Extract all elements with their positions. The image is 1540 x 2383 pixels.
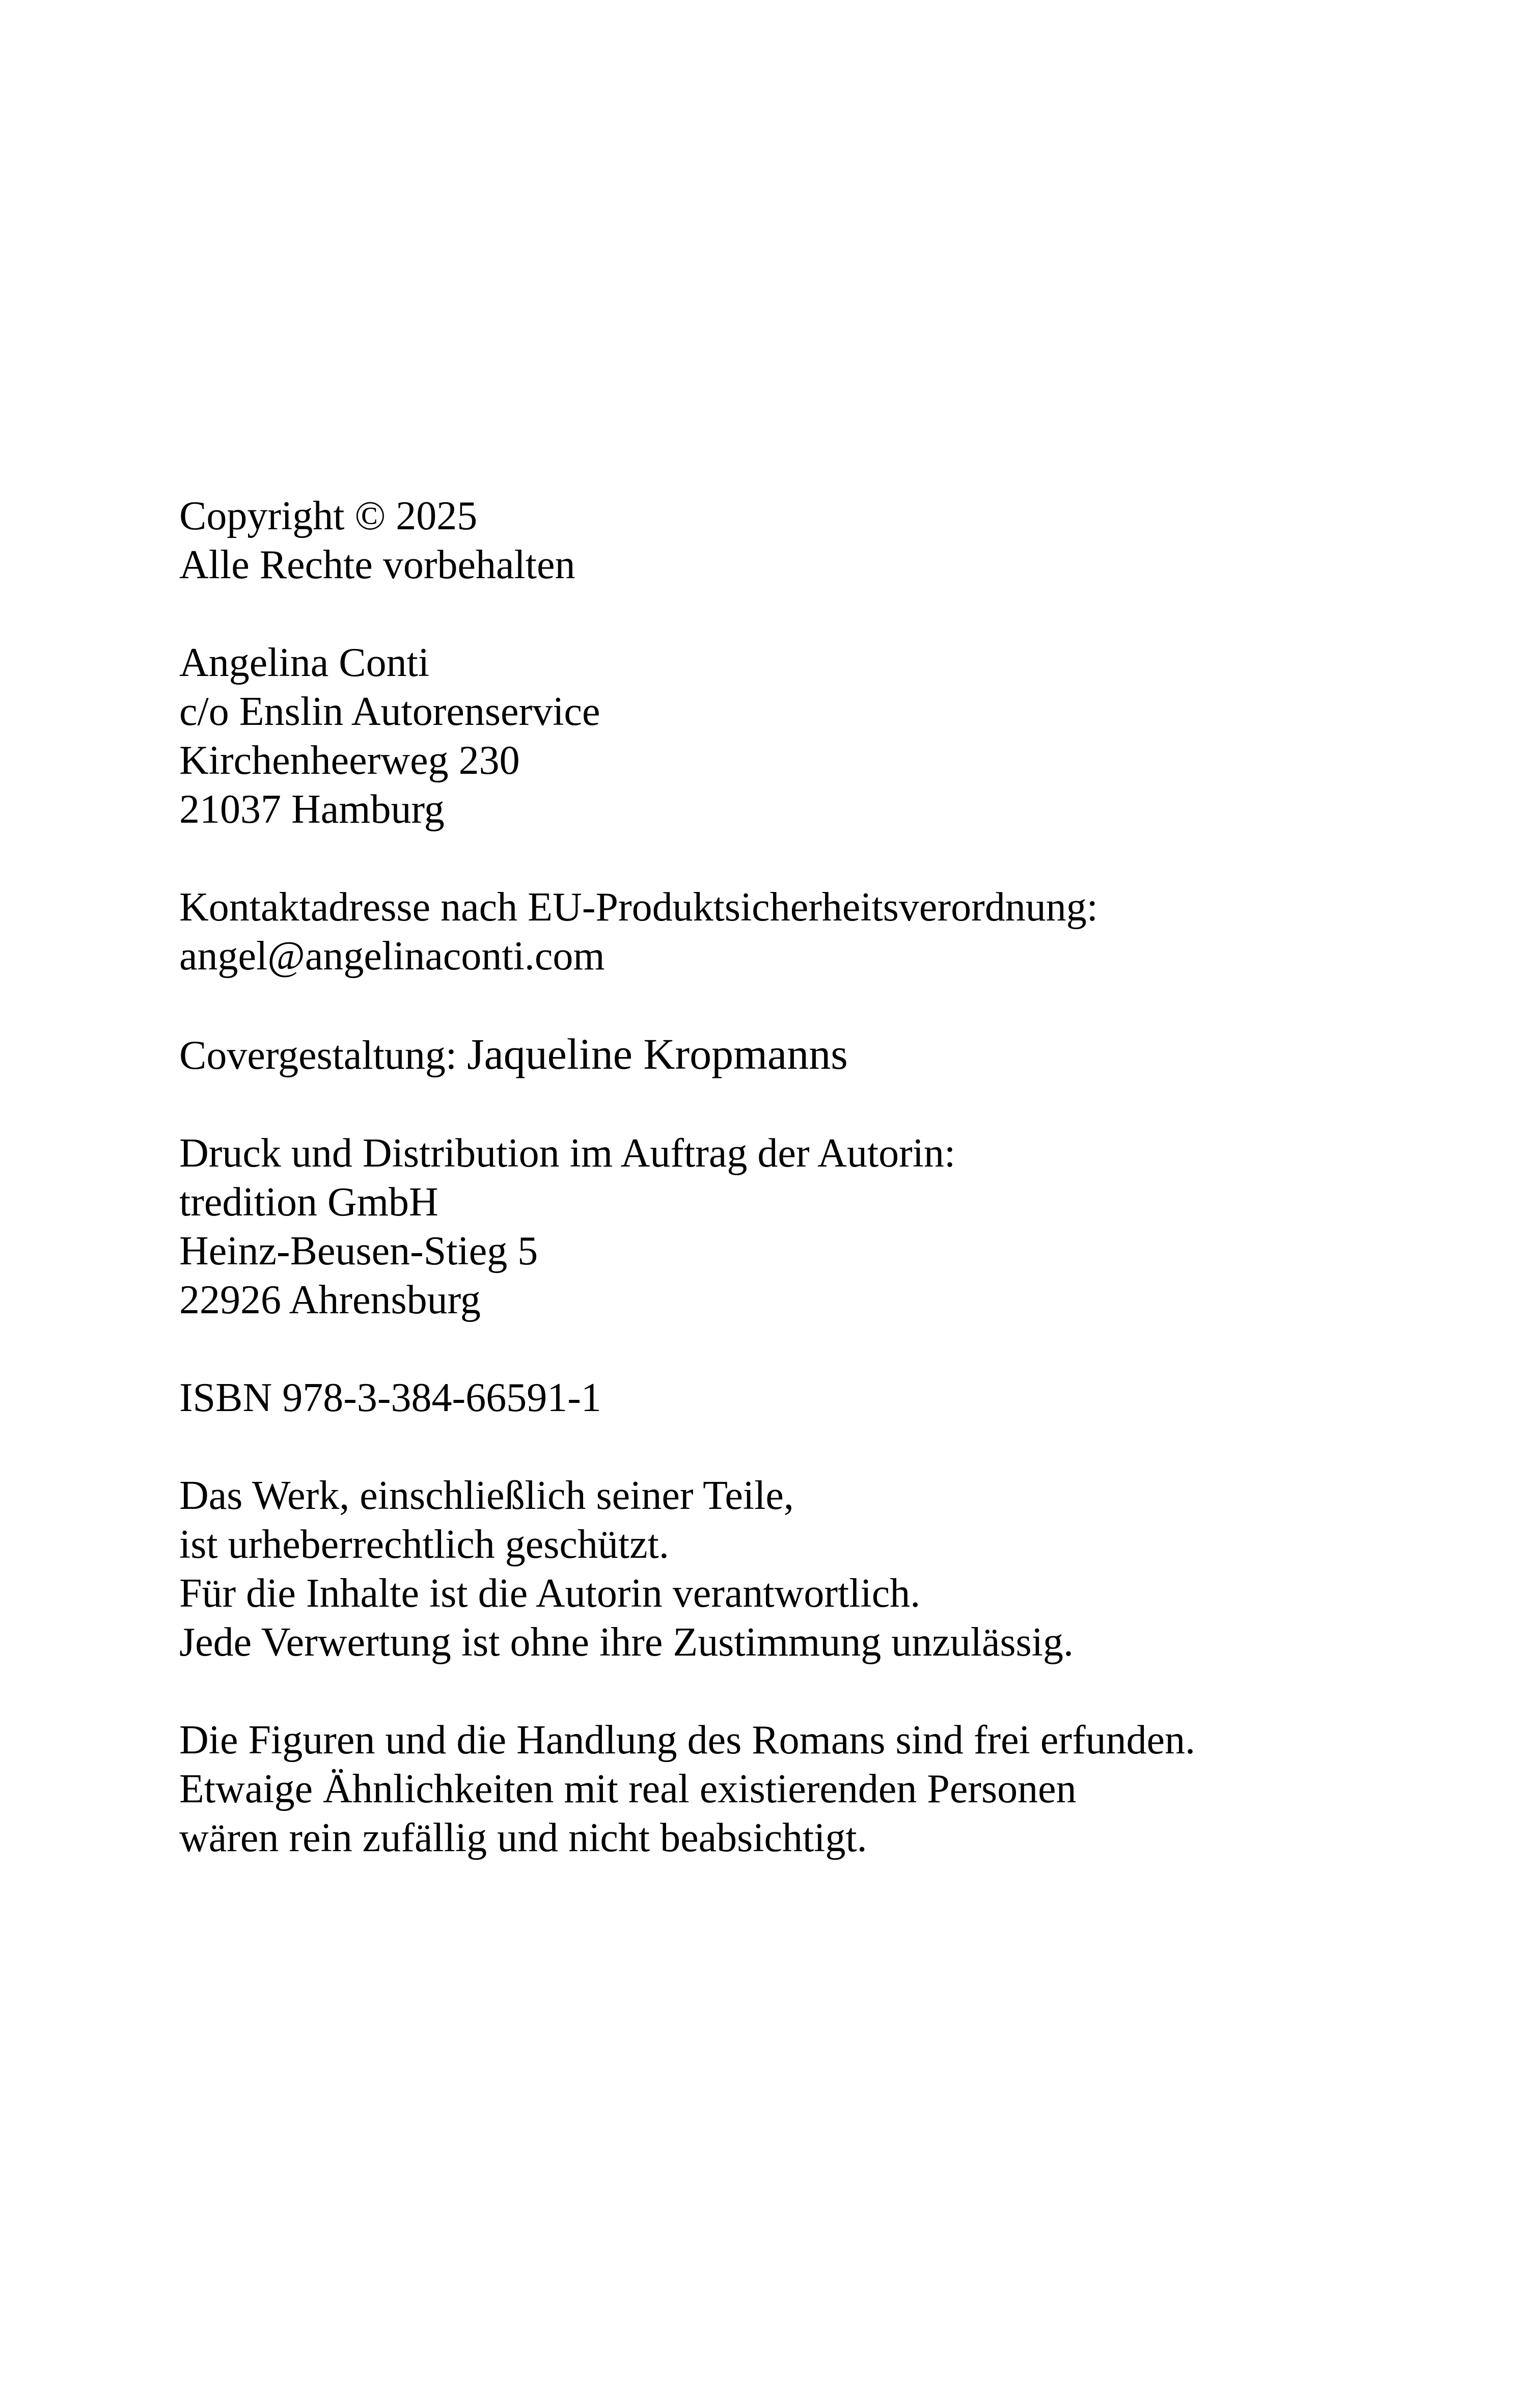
disclaimer-line: Etwaige Ähnlichkeiten mit real existierenden Personen xyxy=(179,1767,1077,1811)
contact-block xyxy=(179,883,1503,981)
cover-block xyxy=(179,1030,1503,1080)
distribution-street: Heinz-Beusen-Stieg 5 xyxy=(179,1229,538,1274)
distribution-block xyxy=(179,1129,1503,1324)
author-address-block xyxy=(179,638,1503,834)
legal-notice-line: ist urheberrechtlich geschützt. xyxy=(179,1522,669,1567)
cover-line xyxy=(179,1030,1503,1080)
legal-notice-line: Für die Inhalte ist die Autorin verantwortlich. xyxy=(179,1571,921,1616)
imprint-text xyxy=(179,492,1503,1862)
copyright-line: Copyright © 2025 xyxy=(179,494,478,538)
legal-notice-line: Jede Verwertung ist ohne ihre Zustimmung unzulässig. xyxy=(179,1620,1074,1665)
author-name: Angelina Conti xyxy=(179,640,430,685)
cover-designer: Jaqueline Kropmanns xyxy=(467,1030,848,1078)
disclaimer-line: wären rein zufällig und nicht beabsichtigt. xyxy=(179,1816,867,1860)
disclaimer-block xyxy=(179,1716,1503,1862)
contact-label: Kontaktadresse nach EU-Produktsicherheitsverordnung: xyxy=(179,885,1098,930)
distribution-label: Druck und Distribution im Auftrag der Autorin: xyxy=(179,1131,956,1176)
author-care-of: c/o Enslin Autorenservice xyxy=(179,689,600,734)
distribution-city: 22926 Ahrensburg xyxy=(179,1278,481,1322)
disclaimer-line: Die Figuren und die Handlung des Romans sind frei erfunden. xyxy=(179,1718,1196,1763)
rights-reserved: Alle Rechte vorbehalten xyxy=(179,543,575,587)
cover-label: Covergestaltung: xyxy=(179,1033,468,1078)
isbn-block xyxy=(179,1373,1503,1422)
distribution-company: tredition GmbH xyxy=(179,1180,438,1225)
author-city: 21037 Hamburg xyxy=(179,787,445,832)
author-street: Kirchenheerweg 230 xyxy=(179,738,520,783)
contact-email: angel@angelinaconti.com xyxy=(179,934,605,979)
legal-notice-block xyxy=(179,1471,1503,1667)
legal-notice-line: Das Werk, einschließlich seiner Teile, xyxy=(179,1473,794,1518)
copyright-block xyxy=(179,492,1503,589)
isbn: ISBN 978-3-384-66591-1 xyxy=(179,1375,601,1420)
